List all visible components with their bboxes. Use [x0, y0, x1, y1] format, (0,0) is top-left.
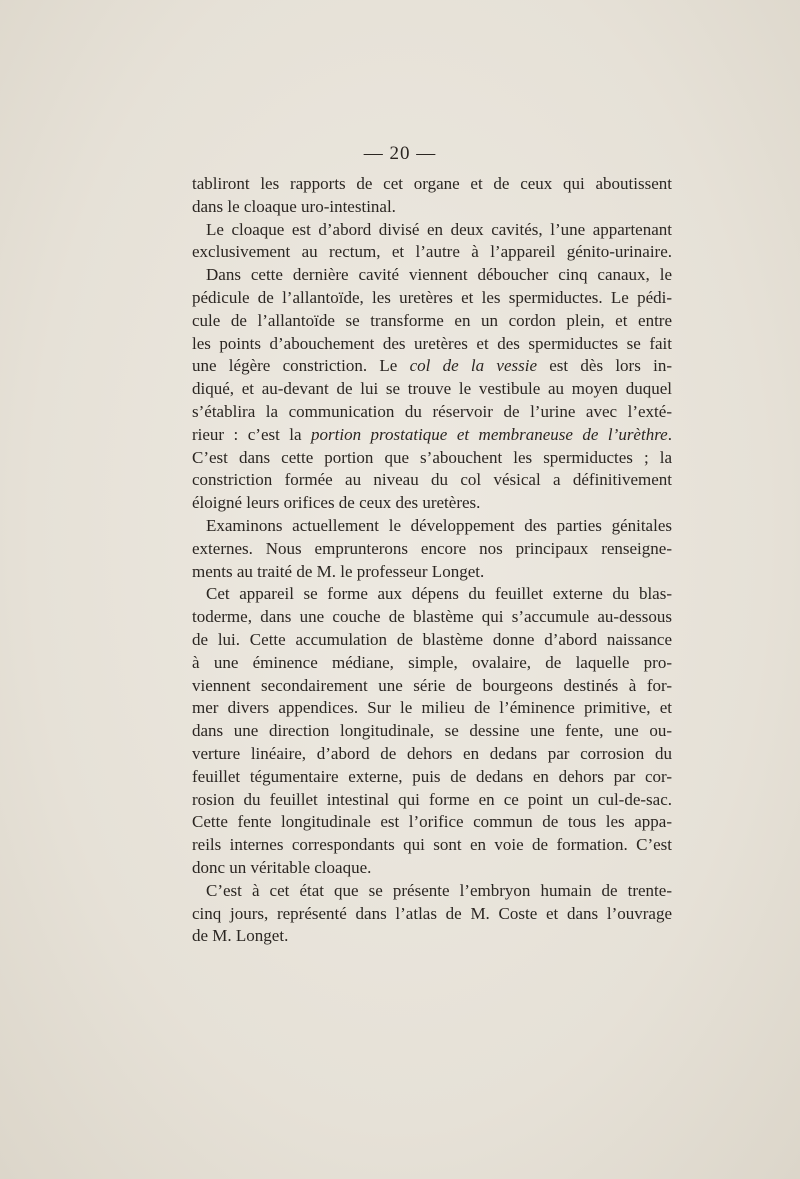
text-line: [192, 811, 672, 834]
text-run: dans une direction longitudinale, se dessine une fente, une ou-: [192, 721, 672, 741]
text-line: [192, 333, 672, 356]
text-run: pédicule de l’allantoïde, les uretères et les spermiductes. Le pédi-: [192, 287, 672, 307]
text-run: de M. Longet.: [192, 926, 289, 946]
text-line: [192, 857, 672, 880]
text-line: [192, 241, 672, 264]
text-run: externes. Nous emprunterons encore nos principaux renseigne-: [192, 538, 672, 558]
text-line: [192, 606, 672, 629]
text-run: donc un véritable cloaque.: [192, 857, 372, 877]
text-line: [192, 903, 672, 926]
text-line: [192, 492, 672, 515]
text-run: reils internes correspondants qui sont en voie de formation. C’est: [192, 835, 672, 855]
text-run: les points d’abouchement des uretères et des spermiductes se fait: [192, 333, 672, 353]
text-line: [192, 378, 672, 401]
text-line: [192, 355, 672, 378]
text-run: est dès lors in-: [537, 356, 672, 376]
text-line: [192, 219, 672, 242]
text-run: rieur : c’est la: [192, 424, 312, 444]
text-line: [192, 287, 672, 310]
italic-text: portion prostatique et membraneuse de l’urèthre: [311, 424, 668, 444]
text-line: [192, 925, 672, 948]
text-run: dans le cloaque uro-intestinal.: [192, 196, 396, 216]
text-line: [192, 424, 672, 447]
text-run: Le cloaque est d’abord divisé en deux cavités, l’une appartenant: [206, 219, 672, 239]
text-line: [192, 173, 672, 196]
text-run: Cet appareil se forme aux dépens du feuillet externe du blas-: [206, 584, 672, 604]
body-text: [192, 173, 672, 948]
text-run: feuillet tégumentaire externe, puis de dedans en dehors par cor-: [192, 766, 672, 786]
text-line: [192, 743, 672, 766]
text-run: constriction formée au niveau du col vésical a définitivement: [192, 470, 672, 490]
text-run: cule de l’allantoïde se transforme en un cordon plein, et entre: [192, 310, 672, 330]
text-run: C’est à cet état que se présente l’embryon humain de trente-: [206, 880, 672, 900]
text-run: verture linéaire, d’abord de dehors en dedans par corrosion du: [192, 743, 672, 763]
text-run: cinq jours, représenté dans l’atlas de M. Coste et dans l’ouvrage: [192, 903, 672, 923]
text-run: exclusivement au rectum, et l’autre à l’appareil génito-urinaire.: [192, 242, 672, 262]
page-number: — 20 —: [363, 143, 437, 164]
text-line: [192, 401, 672, 424]
text-run: à une éminence médiane, simple, ovalaire, de laquelle pro-: [192, 652, 672, 672]
text-line: [192, 697, 672, 720]
text-line: [192, 583, 672, 606]
text-line: [192, 515, 672, 538]
text-line: [192, 766, 672, 789]
text-run: une légère constriction. Le: [192, 356, 410, 376]
italic-text: col de la vessie: [409, 356, 537, 376]
text-run: Cette fente longitudinale est l’orifice commun de tous les appa-: [192, 812, 672, 832]
text-run: rosion du feuillet intestinal qui forme en ce point un cul-de-sac.: [192, 789, 672, 809]
text-line: [192, 880, 672, 903]
text-run: Examinons actuellement le développement des parties génitales: [206, 515, 672, 535]
text-line: [192, 538, 672, 561]
text-line: [192, 196, 672, 219]
text-line: [192, 447, 672, 470]
text-line: [192, 652, 672, 675]
text-run: ments au traité de M. le professeur Longet.: [192, 561, 485, 581]
text-run: de lui. Cette accumulation de blastème donne d’abord naissance: [192, 629, 672, 649]
text-line: [192, 789, 672, 812]
text-run: Dans cette dernière cavité viennent déboucher cinq canaux, le: [206, 265, 672, 285]
text-line: [192, 720, 672, 743]
text-run: .: [667, 424, 672, 444]
text-line: [192, 561, 672, 584]
text-run: s’établira la communication du réservoir de l’urine avec l’exté-: [192, 401, 672, 421]
text-run: viennent secondairement une série de bourgeons destinés à for-: [192, 675, 672, 695]
text-line: [192, 834, 672, 857]
text-run: toderme, dans une couche de blastème qui s’accumule au-dessous: [192, 607, 672, 627]
text-run: diqué, et au-devant de lui se trouve le vestibule au moyen duquel: [192, 379, 672, 399]
text-run: C’est dans cette portion que s’abouchent les spermiductes ; la: [192, 447, 672, 467]
text-run: mer divers appendices. Sur le milieu de l’éminence primitive, et: [192, 698, 672, 718]
text-line: [192, 629, 672, 652]
text-run: tabliront les rapports de cet organe et de ceux qui aboutissent: [192, 174, 672, 193]
text-line: [192, 675, 672, 698]
text-line: [192, 264, 672, 287]
text-run: éloigné leurs orifices de ceux des uretères.: [192, 493, 481, 513]
text-line: [192, 310, 672, 333]
text-line: [192, 469, 672, 492]
